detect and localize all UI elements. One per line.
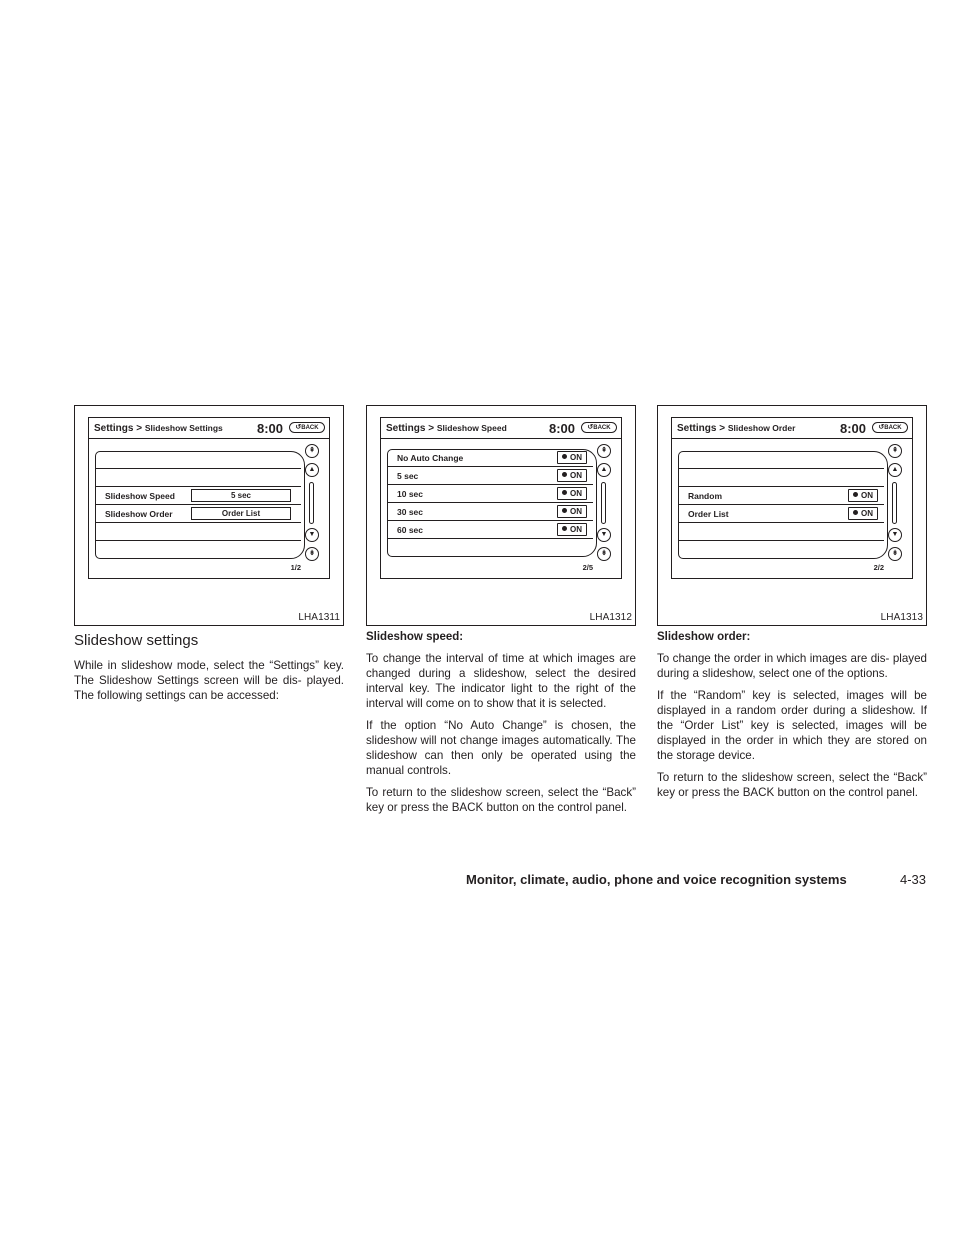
scroll-track[interactable] bbox=[892, 482, 897, 524]
display-screen bbox=[88, 417, 330, 579]
list-item-value: 5 sec bbox=[191, 489, 291, 502]
column-slideshow-order bbox=[657, 405, 927, 800]
screen-title-main: Settings > bbox=[94, 423, 143, 434]
up-arrow-icon[interactable]: ▲ bbox=[597, 463, 611, 477]
double-down-arrow-icon[interactable]: ⇟ bbox=[305, 547, 319, 561]
list-item-label: Slideshow Order bbox=[105, 509, 173, 519]
double-up-arrow-icon[interactable]: ⇞ bbox=[305, 444, 319, 458]
double-up-arrow-icon[interactable]: ⇞ bbox=[888, 444, 902, 458]
list-item-order-list[interactable] bbox=[678, 505, 884, 523]
list-item-random[interactable] bbox=[678, 487, 884, 505]
list-item-label: No Auto Change bbox=[397, 453, 464, 463]
indicator-on bbox=[557, 451, 587, 464]
indicator-label: ON bbox=[570, 507, 582, 516]
section-heading: Slideshow speed: bbox=[366, 631, 464, 643]
screen-title-sub: Slideshow Speed bbox=[436, 423, 507, 433]
list-item-label: Order List bbox=[688, 509, 729, 519]
body-paragraph: If the option “No Auto Change” is chosen, the slideshow will not change images automatically. The slideshow can then only be operated using the manual controls. bbox=[366, 719, 636, 777]
back-button[interactable] bbox=[289, 422, 325, 433]
figure-id: LHA1313 bbox=[880, 612, 923, 623]
body-paragraph: To change the interval of time at which images are changed during a slideshow, select the desired interval key. The indicator light to the right of the interval will come on to show that it is selected. bbox=[366, 652, 636, 710]
screen-clock: 8:00 bbox=[839, 421, 866, 436]
indicator-label: ON bbox=[570, 525, 582, 534]
indicator-light-icon bbox=[562, 526, 567, 531]
screen-title-main: Settings > bbox=[386, 423, 435, 434]
screen-title-main: Settings > bbox=[677, 423, 726, 434]
list-item-60-sec[interactable] bbox=[387, 521, 593, 539]
indicator-label: ON bbox=[570, 489, 582, 498]
column-slideshow-speed bbox=[366, 405, 636, 815]
return-arrow-icon: ↺ bbox=[878, 424, 885, 431]
indicator-on bbox=[557, 469, 587, 482]
footer-section-title: Monitor, climate, audio, phone and voice recognition systems bbox=[466, 872, 847, 887]
list-item-empty bbox=[95, 523, 301, 541]
screen-header bbox=[381, 418, 621, 439]
indicator-light-icon bbox=[853, 492, 858, 497]
indicator-on bbox=[848, 489, 878, 502]
return-arrow-icon: ↺ bbox=[587, 424, 594, 431]
display-screen bbox=[671, 417, 913, 579]
indicator-label: ON bbox=[570, 471, 582, 480]
list-item-label: 10 sec bbox=[397, 489, 423, 499]
figure-id: LHA1311 bbox=[298, 612, 340, 623]
list-item-empty bbox=[95, 451, 301, 469]
list-item-empty bbox=[678, 523, 884, 541]
scrollbar[interactable] bbox=[886, 444, 906, 562]
page-indicator: 2/2 bbox=[873, 563, 884, 572]
list-item-value: Order List bbox=[191, 507, 291, 520]
scroll-track[interactable] bbox=[601, 482, 606, 524]
indicator-light-icon bbox=[853, 510, 858, 515]
body-paragraph: To return to the slideshow screen, select the “Back” key or press the BACK button on the control panel. bbox=[366, 786, 636, 814]
up-arrow-icon[interactable]: ▲ bbox=[305, 463, 319, 477]
indicator-label: ON bbox=[861, 491, 873, 500]
indicator-light-icon bbox=[562, 472, 567, 477]
screen-title bbox=[386, 423, 507, 434]
indicator-label: ON bbox=[861, 509, 873, 518]
list-item-empty bbox=[678, 451, 884, 469]
list-item-10-sec[interactable] bbox=[387, 485, 593, 503]
settings-list bbox=[95, 451, 305, 559]
page-indicator: 2/5 bbox=[582, 563, 593, 572]
screen-title-sub: Slideshow Settings bbox=[144, 423, 223, 433]
screen-header bbox=[89, 418, 329, 439]
double-up-arrow-icon[interactable]: ⇞ bbox=[597, 444, 611, 458]
list-item-slideshow-order[interactable] bbox=[95, 505, 301, 523]
list-item-5-sec[interactable] bbox=[387, 467, 593, 485]
body-paragraph: While in slideshow mode, select the “Settings” key. The Slideshow Settings screen will be dis- played. The following settings can be accessed: bbox=[74, 659, 344, 702]
down-arrow-icon[interactable]: ▼ bbox=[888, 528, 902, 542]
back-label: BACK bbox=[593, 425, 611, 431]
screen-title-sub: Slideshow Order bbox=[727, 423, 796, 433]
indicator-light-icon bbox=[562, 490, 567, 495]
list-item-empty bbox=[95, 469, 301, 487]
indicator-on bbox=[557, 487, 587, 500]
section-heading: Slideshow order: bbox=[657, 631, 751, 643]
screen-clock: 8:00 bbox=[548, 421, 575, 436]
body-paragraph: To return to the slideshow screen, select the “Back” key or press the BACK button on the control panel. bbox=[657, 771, 927, 799]
screen-title bbox=[677, 423, 795, 434]
body-paragraph: To change the order in which images are dis- played during a slideshow, select one of the options. bbox=[657, 652, 927, 680]
list-item-label: 60 sec bbox=[397, 525, 423, 535]
order-list bbox=[678, 451, 888, 559]
back-label: BACK bbox=[301, 425, 319, 431]
list-item-label: Random bbox=[688, 491, 722, 501]
back-label: BACK bbox=[884, 425, 902, 431]
figure-slideshow-order bbox=[657, 405, 927, 626]
page-indicator: 1/2 bbox=[290, 563, 301, 572]
scrollbar[interactable] bbox=[303, 444, 323, 562]
screen-header bbox=[672, 418, 912, 439]
list-item-label: 5 sec bbox=[397, 471, 419, 481]
list-item-30-sec[interactable] bbox=[387, 503, 593, 521]
speed-list bbox=[387, 449, 597, 557]
screen-clock: 8:00 bbox=[256, 421, 283, 436]
body-paragraph: If the “Random” key is selected, images will be displayed in a random order during a slideshow. If the “Order List” key is selected, images will be displayed in the order in which they are stored on the storage device. bbox=[657, 689, 927, 762]
indicator-label: ON bbox=[570, 453, 582, 462]
screen-title bbox=[94, 423, 223, 434]
indicator-on bbox=[557, 523, 587, 536]
figure-slideshow-speed bbox=[366, 405, 636, 626]
section-heading: Slideshow settings bbox=[74, 632, 199, 649]
indicator-on bbox=[557, 505, 587, 518]
double-down-arrow-icon[interactable]: ⇟ bbox=[597, 547, 611, 561]
list-item-slideshow-speed[interactable] bbox=[95, 487, 301, 505]
list-item-label: Slideshow Speed bbox=[105, 491, 175, 501]
list-item-label: 30 sec bbox=[397, 507, 423, 517]
down-arrow-icon[interactable]: ▼ bbox=[305, 528, 319, 542]
indicator-light-icon bbox=[562, 508, 567, 513]
scrollbar[interactable] bbox=[595, 444, 615, 562]
display-screen bbox=[380, 417, 622, 579]
indicator-on bbox=[848, 507, 878, 520]
page-footer bbox=[466, 872, 928, 887]
page-number: 4-33 bbox=[899, 872, 926, 887]
down-arrow-icon[interactable]: ▼ bbox=[597, 528, 611, 542]
list-item-empty bbox=[678, 469, 884, 487]
indicator-light-icon bbox=[562, 454, 567, 459]
column-slideshow-settings bbox=[74, 405, 344, 703]
figure-slideshow-settings bbox=[74, 405, 344, 626]
up-arrow-icon[interactable]: ▲ bbox=[888, 463, 902, 477]
scroll-track[interactable] bbox=[309, 482, 314, 524]
list-item-no-auto-change[interactable] bbox=[387, 449, 593, 467]
back-button[interactable] bbox=[872, 422, 908, 433]
back-button[interactable] bbox=[581, 422, 617, 433]
figure-id: LHA1312 bbox=[589, 612, 632, 623]
double-down-arrow-icon[interactable]: ⇟ bbox=[888, 547, 902, 561]
return-arrow-icon: ↺ bbox=[295, 424, 302, 431]
